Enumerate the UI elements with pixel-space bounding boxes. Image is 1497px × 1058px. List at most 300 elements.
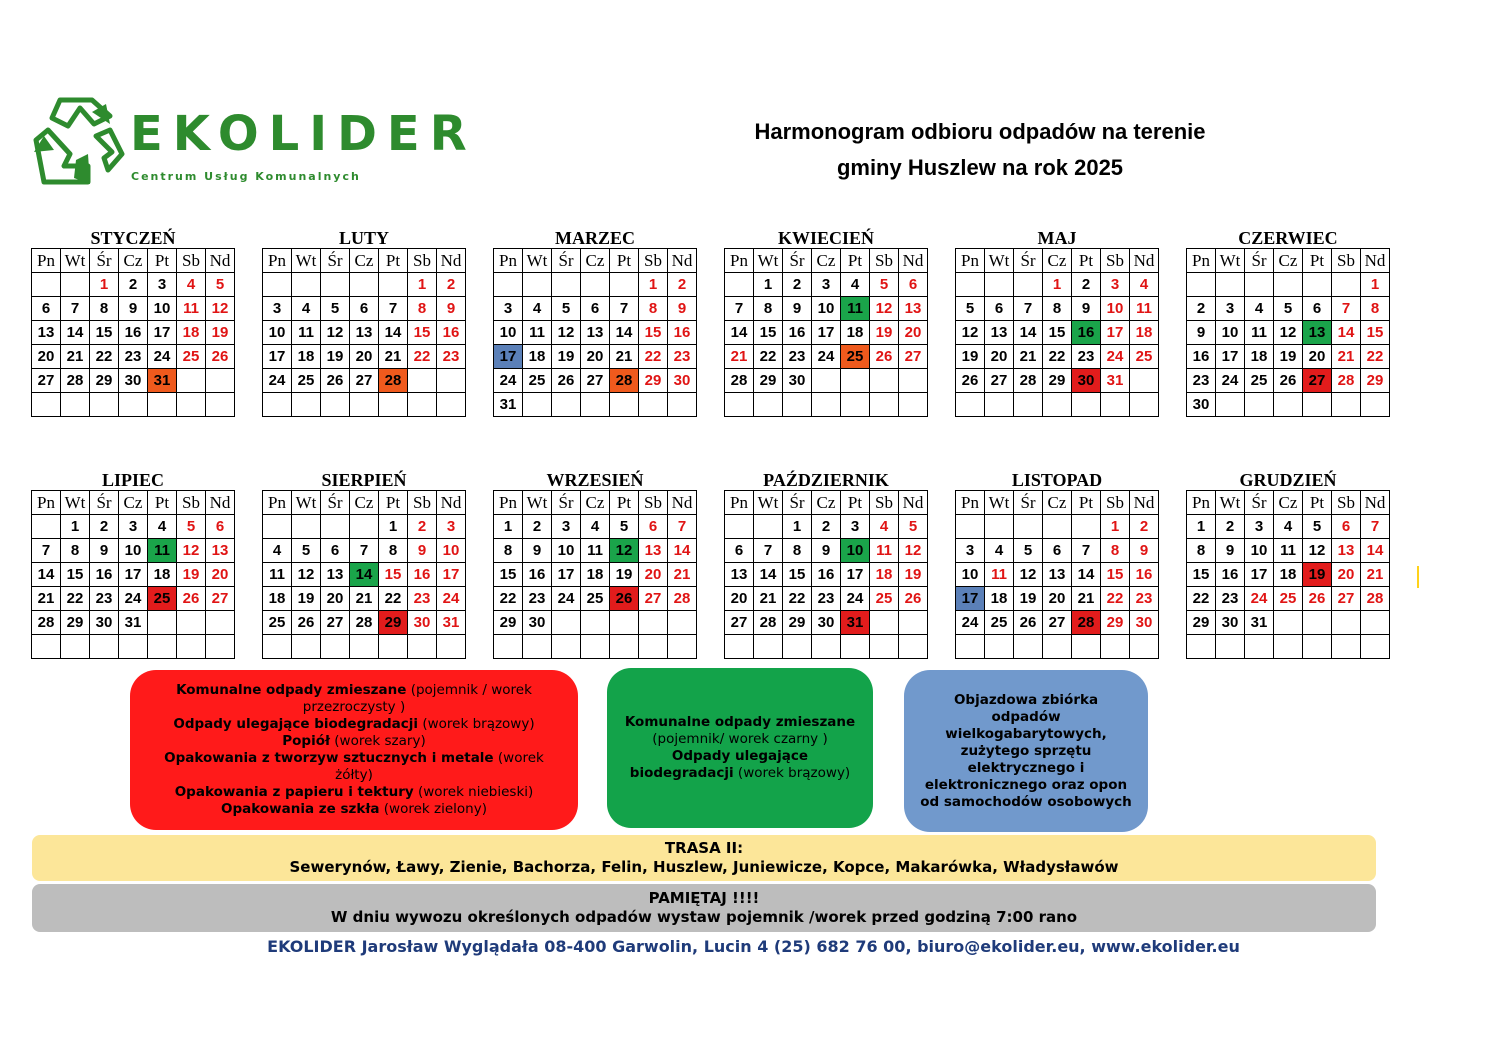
day-cell: 7	[610, 297, 639, 321]
day-cell: 21	[725, 345, 754, 369]
empty-cell	[783, 393, 812, 417]
month-9	[493, 470, 697, 659]
day-cell: 16	[408, 563, 437, 587]
month-name: PAŹDZIERNIK	[763, 470, 889, 490]
weekday-header: Nd	[899, 491, 928, 515]
day-cell: 9	[408, 539, 437, 563]
day-cell: 12	[1303, 539, 1332, 563]
day-cell: 30	[90, 611, 119, 635]
empty-cell	[523, 635, 552, 659]
day-cell: 19	[610, 563, 639, 587]
empty-cell	[870, 369, 899, 393]
empty-cell	[206, 611, 235, 635]
weekday-header: Nd	[1130, 491, 1159, 515]
month-6	[1186, 228, 1390, 417]
weekday-header: Nd	[668, 491, 697, 515]
month-11	[955, 470, 1159, 659]
month-7	[31, 470, 235, 659]
empty-cell	[61, 635, 90, 659]
title-line-1: Harmonogram odbioru odpadów na terenie	[754, 119, 1206, 144]
empty-cell	[292, 515, 321, 539]
empty-cell	[32, 515, 61, 539]
empty-cell	[177, 611, 206, 635]
day-cell: 1	[90, 273, 119, 297]
day-cell: 15	[1361, 321, 1390, 345]
empty-cell	[552, 393, 581, 417]
day-cell: 24	[494, 369, 523, 393]
weekday-header: Wt	[292, 491, 321, 515]
day-cell: 20	[1043, 587, 1072, 611]
empty-cell	[1187, 635, 1216, 659]
weekday-header: Sb	[408, 249, 437, 273]
weekday-header: Pt	[148, 491, 177, 515]
day-cell: 1	[754, 273, 783, 297]
day-cell: 15	[754, 321, 783, 345]
day-cell: 5	[206, 273, 235, 297]
empty-cell	[1130, 393, 1159, 417]
day-cell: 4	[148, 515, 177, 539]
day-cell: 29	[1187, 611, 1216, 635]
pickup-day-red: 25	[148, 587, 177, 611]
day-cell: 17	[1216, 345, 1245, 369]
day-cell: 6	[899, 273, 928, 297]
day-cell: 29	[1361, 369, 1390, 393]
document-title	[660, 114, 1300, 186]
empty-cell	[956, 273, 985, 297]
day-cell: 9	[783, 297, 812, 321]
weekday-header: Cz	[812, 249, 841, 273]
day-cell: 18	[292, 345, 321, 369]
day-cell: 27	[1043, 611, 1072, 635]
day-cell: 3	[263, 297, 292, 321]
day-cell: 2	[1187, 297, 1216, 321]
weekday-header: Wt	[985, 249, 1014, 273]
day-cell: 8	[379, 539, 408, 563]
day-cell: 10	[812, 297, 841, 321]
empty-cell	[639, 611, 668, 635]
day-cell: 23	[668, 345, 697, 369]
day-cell: 24	[148, 345, 177, 369]
empty-cell	[379, 635, 408, 659]
waste-type: Opakowania ze szkła	[221, 801, 380, 817]
day-cell: 29	[1043, 369, 1072, 393]
month-name: MARZEC	[555, 228, 635, 248]
day-cell: 30	[1216, 611, 1245, 635]
weekday-header: Śr	[552, 491, 581, 515]
day-cell: 8	[1043, 297, 1072, 321]
day-cell: 24	[1216, 369, 1245, 393]
day-cell: 15	[1043, 321, 1072, 345]
day-cell: 10	[437, 539, 466, 563]
day-cell: 13	[899, 297, 928, 321]
empty-cell	[985, 515, 1014, 539]
day-cell: 11	[523, 321, 552, 345]
day-cell: 22	[494, 587, 523, 611]
reminder-bar	[32, 884, 1376, 932]
day-cell: 18	[841, 321, 870, 345]
day-cell: 25	[870, 587, 899, 611]
empty-cell	[1274, 635, 1303, 659]
day-cell: 18	[581, 563, 610, 587]
weekday-header: Wt	[292, 249, 321, 273]
day-cell: 30	[523, 611, 552, 635]
day-cell: 11	[985, 563, 1014, 587]
empty-cell	[1043, 393, 1072, 417]
day-cell: 22	[379, 587, 408, 611]
day-cell: 25	[985, 611, 1014, 635]
empty-cell	[408, 635, 437, 659]
empty-cell	[870, 393, 899, 417]
pickup-day-orange: 31	[148, 369, 177, 393]
day-cell: 2	[408, 515, 437, 539]
pickup-day-red: 30	[1072, 369, 1101, 393]
empty-cell	[32, 393, 61, 417]
day-cell: 5	[552, 297, 581, 321]
empty-cell	[1361, 611, 1390, 635]
day-cell: 26	[1014, 611, 1043, 635]
day-cell: 31	[494, 393, 523, 417]
weekday-header: Pt	[1072, 249, 1101, 273]
empty-cell	[1216, 635, 1245, 659]
weekday-header: Pt	[841, 249, 870, 273]
day-cell: 28	[61, 369, 90, 393]
empty-cell	[494, 635, 523, 659]
day-cell: 25	[581, 587, 610, 611]
empty-cell	[437, 393, 466, 417]
day-cell: 21	[61, 345, 90, 369]
day-cell: 14	[1361, 539, 1390, 563]
weekday-header: Wt	[1216, 249, 1245, 273]
weekday-header: Pt	[379, 491, 408, 515]
day-cell: 7	[668, 515, 697, 539]
day-cell: 7	[32, 539, 61, 563]
empty-cell	[321, 393, 350, 417]
weekday-header: Pn	[494, 491, 523, 515]
day-cell: 29	[1101, 611, 1130, 635]
day-cell: 22	[1361, 345, 1390, 369]
day-cell: 14	[754, 563, 783, 587]
day-cell: 24	[552, 587, 581, 611]
waste-type: Opakowania z papieru i tektury	[174, 784, 414, 800]
empty-cell	[523, 273, 552, 297]
day-cell: 12	[1014, 563, 1043, 587]
day-cell: 5	[1274, 297, 1303, 321]
weekday-header: Nd	[1130, 249, 1159, 273]
day-cell: 10	[1216, 321, 1245, 345]
day-cell: 29	[783, 611, 812, 635]
day-cell: 10	[552, 539, 581, 563]
pickup-day-red: 31	[841, 611, 870, 635]
day-cell: 5	[610, 515, 639, 539]
day-cell: 22	[1187, 587, 1216, 611]
day-cell: 3	[494, 297, 523, 321]
day-cell: 16	[523, 563, 552, 587]
day-cell: 26	[899, 587, 928, 611]
empty-cell	[1361, 393, 1390, 417]
weekday-header: Cz	[119, 249, 148, 273]
empty-cell	[206, 393, 235, 417]
empty-cell	[754, 635, 783, 659]
day-cell: 29	[90, 369, 119, 393]
day-cell: 10	[956, 563, 985, 587]
day-cell: 18	[177, 321, 206, 345]
empty-cell	[899, 369, 928, 393]
day-cell: 12	[956, 321, 985, 345]
day-cell: 24	[841, 587, 870, 611]
day-cell: 28	[350, 611, 379, 635]
empty-cell	[610, 635, 639, 659]
weekday-header: Śr	[783, 249, 812, 273]
day-cell: 27	[985, 369, 1014, 393]
pickup-day-green: 13	[1303, 321, 1332, 345]
empty-cell	[1043, 515, 1072, 539]
day-cell: 12	[899, 539, 928, 563]
empty-cell	[985, 635, 1014, 659]
empty-cell	[610, 611, 639, 635]
empty-cell	[754, 393, 783, 417]
day-cell: 7	[725, 297, 754, 321]
day-cell: 7	[1332, 297, 1361, 321]
day-cell: 19	[552, 345, 581, 369]
day-cell: 8	[61, 539, 90, 563]
day-cell: 7	[754, 539, 783, 563]
month-grid	[493, 248, 697, 417]
day-cell: 23	[1072, 345, 1101, 369]
day-cell: 24	[812, 345, 841, 369]
day-cell: 5	[899, 515, 928, 539]
day-cell: 8	[90, 297, 119, 321]
day-cell: 30	[1187, 393, 1216, 417]
day-cell: 27	[899, 345, 928, 369]
container-note: (worek żółty)	[335, 750, 544, 783]
empty-cell	[870, 635, 899, 659]
weekday-header: Sb	[639, 249, 668, 273]
empty-cell	[1101, 393, 1130, 417]
weekday-header: Sb	[177, 249, 206, 273]
day-cell: 13	[639, 539, 668, 563]
weekday-header: Sb	[408, 491, 437, 515]
day-cell: 20	[725, 587, 754, 611]
month-4	[724, 228, 928, 417]
day-cell: 10	[494, 321, 523, 345]
weekday-header: Cz	[581, 491, 610, 515]
empty-cell	[899, 611, 928, 635]
day-cell: 28	[668, 587, 697, 611]
day-cell: 30	[1130, 611, 1159, 635]
month-grid	[1186, 248, 1390, 417]
company-logo	[30, 96, 477, 188]
empty-cell	[899, 393, 928, 417]
day-cell: 5	[956, 297, 985, 321]
empty-cell	[1303, 393, 1332, 417]
day-cell: 8	[494, 539, 523, 563]
weekday-header: Sb	[1101, 491, 1130, 515]
weekday-header: Sb	[639, 491, 668, 515]
month-1	[31, 228, 235, 417]
day-cell: 14	[379, 321, 408, 345]
day-cell: 23	[408, 587, 437, 611]
day-cell: 4	[581, 515, 610, 539]
day-cell: 2	[1216, 515, 1245, 539]
day-cell: 24	[956, 611, 985, 635]
day-cell: 21	[1014, 345, 1043, 369]
weekday-header: Pn	[263, 491, 292, 515]
day-cell: 26	[177, 587, 206, 611]
day-cell: 31	[1101, 369, 1130, 393]
day-cell: 21	[1361, 563, 1390, 587]
day-cell: 8	[1187, 539, 1216, 563]
day-cell: 15	[1101, 563, 1130, 587]
day-cell: 29	[639, 369, 668, 393]
month-grid	[262, 490, 466, 659]
day-cell: 10	[1245, 539, 1274, 563]
pickup-day-red: 28	[1072, 611, 1101, 635]
day-cell: 20	[206, 563, 235, 587]
day-cell: 14	[1072, 563, 1101, 587]
day-cell: 14	[668, 539, 697, 563]
pickup-day-orange: 25	[841, 345, 870, 369]
weekday-header: Śr	[321, 249, 350, 273]
day-cell: 20	[1303, 345, 1332, 369]
weekday-header: Śr	[783, 491, 812, 515]
empty-cell	[812, 393, 841, 417]
day-cell: 20	[639, 563, 668, 587]
day-cell: 25	[1245, 369, 1274, 393]
weekday-header: Pt	[1303, 249, 1332, 273]
empty-cell	[437, 635, 466, 659]
day-cell: 20	[581, 345, 610, 369]
day-cell: 19	[177, 563, 206, 587]
day-cell: 6	[206, 515, 235, 539]
weekday-header: Pt	[610, 491, 639, 515]
empty-cell	[1303, 273, 1332, 297]
month-3	[493, 228, 697, 417]
pickup-day-red: 27	[1303, 369, 1332, 393]
month-grid	[724, 490, 928, 659]
day-cell: 26	[552, 369, 581, 393]
weekday-header: Pn	[494, 249, 523, 273]
empty-cell	[725, 515, 754, 539]
legend-green-bio: Odpady ulegające biodegradacji	[629, 748, 809, 781]
day-cell: 17	[552, 563, 581, 587]
container-note: (pojemnik / worek przezroczysty )	[302, 682, 532, 715]
day-cell: 6	[321, 539, 350, 563]
empty-cell	[841, 369, 870, 393]
day-cell: 29	[61, 611, 90, 635]
empty-cell	[350, 393, 379, 417]
day-cell: 1	[379, 515, 408, 539]
legend-blue-text: Objazdowa zbiórka odpadów wielkogabarytowych, zużytego sprzętu elektrycznego i elektronicznego oraz opon od samochodów osobowych	[920, 691, 1132, 810]
day-cell: 17	[1245, 563, 1274, 587]
weekday-header: Pn	[263, 249, 292, 273]
container-note: (worek brązowy)	[418, 716, 535, 732]
weekday-header: Nd	[437, 249, 466, 273]
day-cell: 17	[1101, 321, 1130, 345]
weekday-header: Pt	[1303, 491, 1332, 515]
day-cell: 28	[1332, 369, 1361, 393]
weekday-header: Pn	[725, 491, 754, 515]
day-cell: 2	[1072, 273, 1101, 297]
day-cell: 4	[841, 273, 870, 297]
day-cell: 10	[1101, 297, 1130, 321]
day-cell: 6	[581, 297, 610, 321]
empty-cell	[1130, 635, 1159, 659]
day-cell: 19	[1274, 345, 1303, 369]
day-cell: 8	[783, 539, 812, 563]
container-note: (worek szary)	[330, 733, 426, 749]
empty-cell	[610, 273, 639, 297]
empty-cell	[725, 273, 754, 297]
weekday-header: Cz	[350, 491, 379, 515]
day-cell: 1	[783, 515, 812, 539]
day-cell: 9	[523, 539, 552, 563]
day-cell: 17	[812, 321, 841, 345]
day-cell: 28	[1014, 369, 1043, 393]
day-cell: 19	[321, 345, 350, 369]
day-cell: 11	[263, 563, 292, 587]
empty-cell	[1216, 393, 1245, 417]
pickup-day-blue: 17	[494, 345, 523, 369]
empty-cell	[956, 635, 985, 659]
empty-cell	[581, 635, 610, 659]
day-cell: 6	[1332, 515, 1361, 539]
day-cell: 6	[1043, 539, 1072, 563]
empty-cell	[61, 273, 90, 297]
day-cell: 9	[1187, 321, 1216, 345]
day-cell: 18	[870, 563, 899, 587]
empty-cell	[408, 393, 437, 417]
legend-green-line-3	[621, 748, 859, 782]
day-cell: 27	[581, 369, 610, 393]
day-cell: 19	[956, 345, 985, 369]
day-cell: 23	[119, 345, 148, 369]
day-cell: 8	[1361, 297, 1390, 321]
empty-cell	[639, 393, 668, 417]
reminder-label: PAMIĘTAJ !!!!	[648, 889, 760, 907]
day-cell: 5	[1014, 539, 1043, 563]
day-cell: 16	[90, 563, 119, 587]
day-cell: 22	[754, 345, 783, 369]
day-cell: 27	[1332, 587, 1361, 611]
empty-cell	[1274, 393, 1303, 417]
day-cell: 7	[379, 297, 408, 321]
day-cell: 21	[32, 587, 61, 611]
weekday-header: Wt	[985, 491, 1014, 515]
empty-cell	[1014, 515, 1043, 539]
day-cell: 3	[1245, 515, 1274, 539]
day-cell: 5	[177, 515, 206, 539]
day-cell: 4	[1130, 273, 1159, 297]
empty-cell	[148, 635, 177, 659]
weekday-header: Wt	[523, 491, 552, 515]
month-10	[724, 470, 928, 659]
day-cell: 1	[1187, 515, 1216, 539]
legend-mixed-and-segregated	[130, 670, 578, 830]
logo-title: EKOLIDER	[130, 106, 477, 162]
empty-cell	[177, 635, 206, 659]
day-cell: 22	[1101, 587, 1130, 611]
empty-cell	[1303, 635, 1332, 659]
day-cell: 25	[263, 611, 292, 635]
weekday-header: Pt	[148, 249, 177, 273]
pickup-day-green: 14	[350, 563, 379, 587]
day-cell: 18	[1245, 345, 1274, 369]
pickup-day-green: 11	[148, 539, 177, 563]
weekday-header: Cz	[1274, 491, 1303, 515]
day-cell: 12	[870, 297, 899, 321]
month-grid	[955, 248, 1159, 417]
day-cell: 10	[148, 297, 177, 321]
